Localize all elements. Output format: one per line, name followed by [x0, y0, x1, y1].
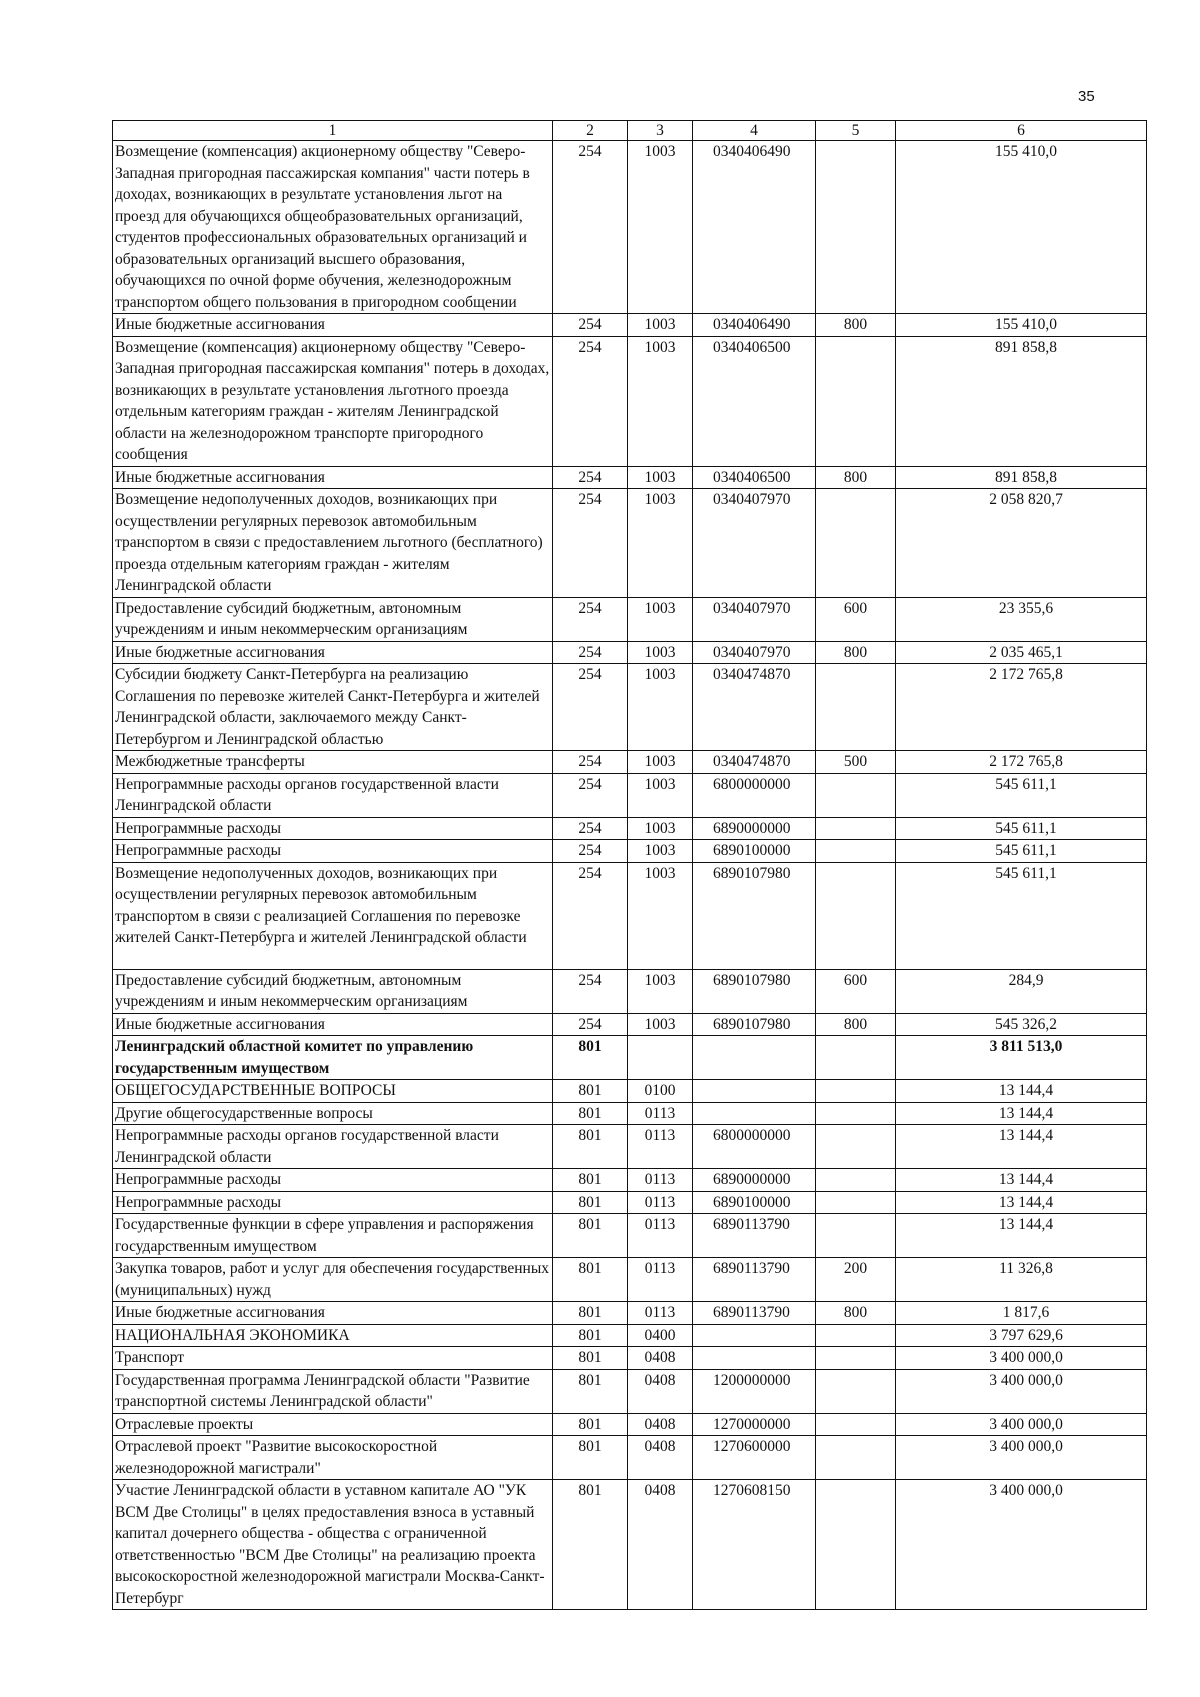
row-target-code: 0340474870	[693, 751, 816, 774]
row-expense-type: 800	[816, 314, 896, 337]
row-section-code: 0400	[628, 1324, 693, 1347]
table-row	[113, 840, 1147, 863]
row-section-code	[628, 1036, 693, 1080]
table-row	[113, 1036, 1147, 1080]
row-amount: 3 400 000,0	[896, 1413, 1147, 1436]
row-target-code	[693, 1102, 816, 1125]
row-name: Иные бюджетные ассигнования	[113, 641, 553, 664]
row-ministry-code: 254	[553, 597, 628, 641]
row-ministry-code: 254	[553, 314, 628, 337]
row-ministry-code: 801	[553, 1214, 628, 1258]
row-expense-type	[816, 1102, 896, 1125]
row-expense-type	[816, 817, 896, 840]
row-section-code: 0113	[628, 1302, 693, 1325]
row-amount: 3 797 629,6	[896, 1324, 1147, 1347]
row-section-code: 0408	[628, 1369, 693, 1413]
row-expense-type	[816, 489, 896, 598]
row-section-code: 1003	[628, 336, 693, 466]
row-name: Предоставление субсидий бюджетным, автономным учреждениям и иным некоммерческим организациям	[113, 597, 553, 641]
row-amount: 2 035 465,1	[896, 641, 1147, 664]
row-expense-type	[816, 141, 896, 314]
row-expense-type	[816, 1036, 896, 1080]
table-row	[113, 1347, 1147, 1370]
row-amount: 13 144,4	[896, 1169, 1147, 1192]
row-expense-type	[816, 336, 896, 466]
row-target-code: 6890107980	[693, 1013, 816, 1036]
table-row	[113, 1369, 1147, 1413]
header-col-5: 5	[816, 121, 896, 141]
row-expense-type: 800	[816, 1013, 896, 1036]
row-section-code: 0408	[628, 1347, 693, 1370]
row-section-code: 1003	[628, 817, 693, 840]
row-amount: 545 611,1	[896, 817, 1147, 840]
row-target-code: 6890100000	[693, 1191, 816, 1214]
row-section-code: 1003	[628, 664, 693, 751]
row-target-code: 6890107980	[693, 969, 816, 1013]
row-section-code: 1003	[628, 141, 693, 314]
row-section-code: 1003	[628, 641, 693, 664]
table-row	[113, 597, 1147, 641]
row-target-code	[693, 1036, 816, 1080]
row-target-code: 1200000000	[693, 1369, 816, 1413]
row-target-code: 0340406490	[693, 314, 816, 337]
row-target-code: 6800000000	[693, 1125, 816, 1169]
row-section-code: 0408	[628, 1413, 693, 1436]
row-ministry-code: 801	[553, 1125, 628, 1169]
row-amount: 23 355,6	[896, 597, 1147, 641]
row-expense-type: 600	[816, 969, 896, 1013]
row-target-code: 0340407970	[693, 489, 816, 598]
page-number: 35	[1078, 88, 1095, 105]
row-expense-type: 500	[816, 751, 896, 774]
row-section-code: 1003	[628, 466, 693, 489]
row-expense-type: 800	[816, 1302, 896, 1325]
table-row	[113, 466, 1147, 489]
row-ministry-code: 254	[553, 840, 628, 863]
row-amount: 13 144,4	[896, 1102, 1147, 1125]
row-section-code: 0408	[628, 1436, 693, 1480]
row-ministry-code: 801	[553, 1302, 628, 1325]
row-name: Иные бюджетные ассигнования	[113, 1302, 553, 1325]
table-row	[113, 1302, 1147, 1325]
row-name: Непрограммные расходы	[113, 1169, 553, 1192]
row-expense-type	[816, 1369, 896, 1413]
row-expense-type	[816, 1436, 896, 1480]
row-ministry-code: 801	[553, 1036, 628, 1080]
row-target-code: 6890100000	[693, 840, 816, 863]
row-target-code: 0340406490	[693, 141, 816, 314]
row-section-code: 1003	[628, 489, 693, 598]
row-ministry-code: 801	[553, 1080, 628, 1103]
table-row	[113, 641, 1147, 664]
row-amount: 11 326,8	[896, 1258, 1147, 1302]
row-name: Транспорт	[113, 1347, 553, 1370]
row-target-code: 6890000000	[693, 1169, 816, 1192]
row-expense-type	[816, 1125, 896, 1169]
row-section-code: 0113	[628, 1258, 693, 1302]
row-expense-type: 200	[816, 1258, 896, 1302]
row-section-code: 1003	[628, 314, 693, 337]
row-name: Отраслевые проекты	[113, 1413, 553, 1436]
row-amount: 13 144,4	[896, 1214, 1147, 1258]
row-amount: 284,9	[896, 969, 1147, 1013]
row-ministry-code: 801	[553, 1169, 628, 1192]
row-name: Возмещение (компенсация) акционерному обществу "Северо-Западная пригородная пассажирская компания" части потерь в доходах, возникающих в результате установления льгот на проезд для обучающихся общеобразовательных организаций, студентов профессиональных образовательных организаций и образовательных организаций высшего образования, обучающихся по очной форме обучения, железнодорожным транспортом общего пользования в пригородном сообщении	[113, 141, 553, 314]
table-row	[113, 1214, 1147, 1258]
table-row	[113, 1125, 1147, 1169]
row-amount: 3 811 513,0	[896, 1036, 1147, 1080]
header-col-1: 1	[113, 121, 553, 141]
row-target-code: 6890113790	[693, 1302, 816, 1325]
row-amount: 155 410,0	[896, 314, 1147, 337]
table-row	[113, 817, 1147, 840]
row-ministry-code: 254	[553, 817, 628, 840]
row-target-code	[693, 1080, 816, 1103]
table-row	[113, 1080, 1147, 1103]
row-amount: 3 400 000,0	[896, 1369, 1147, 1413]
table-row	[113, 1191, 1147, 1214]
row-amount: 545 611,1	[896, 862, 1147, 969]
row-name: Предоставление субсидий бюджетным, автономным учреждениям и иным некоммерческим организациям	[113, 969, 553, 1013]
row-expense-type: 800	[816, 641, 896, 664]
row-name: Непрограммные расходы	[113, 840, 553, 863]
row-ministry-code: 254	[553, 641, 628, 664]
row-name: Возмещение недополученных доходов, возникающих при осуществлении регулярных перевозок автомобильным транспортом в связи с реализацией Соглашения по перевозке жителей Санкт-Петербурга и жителей Ленинградской области	[113, 862, 553, 969]
row-target-code: 0340406500	[693, 336, 816, 466]
row-target-code: 6890113790	[693, 1214, 816, 1258]
table-row	[113, 489, 1147, 598]
row-target-code: 6890113790	[693, 1258, 816, 1302]
row-amount: 3 400 000,0	[896, 1480, 1147, 1610]
row-amount: 13 144,4	[896, 1125, 1147, 1169]
row-ministry-code: 254	[553, 336, 628, 466]
row-amount: 891 858,8	[896, 466, 1147, 489]
row-ministry-code: 254	[553, 141, 628, 314]
table-row	[113, 1436, 1147, 1480]
row-amount: 545 611,1	[896, 840, 1147, 863]
table-row	[113, 1258, 1147, 1302]
row-section-code: 0113	[628, 1102, 693, 1125]
row-amount: 545 326,2	[896, 1013, 1147, 1036]
row-ministry-code: 254	[553, 466, 628, 489]
table-row	[113, 314, 1147, 337]
row-amount: 3 400 000,0	[896, 1347, 1147, 1370]
table-row	[113, 1102, 1147, 1125]
row-ministry-code: 801	[553, 1102, 628, 1125]
row-expense-type: 600	[816, 597, 896, 641]
table-row	[113, 969, 1147, 1013]
row-section-code: 0113	[628, 1125, 693, 1169]
row-ministry-code: 801	[553, 1258, 628, 1302]
row-section-code: 1003	[628, 969, 693, 1013]
row-name: Непрограммные расходы органов государственной власти Ленинградской области	[113, 773, 553, 817]
row-ministry-code: 801	[553, 1480, 628, 1610]
row-name: Иные бюджетные ассигнования	[113, 314, 553, 337]
row-expense-type	[816, 862, 896, 969]
row-name: Непрограммные расходы	[113, 817, 553, 840]
row-section-code: 0408	[628, 1480, 693, 1610]
row-section-code: 1003	[628, 597, 693, 641]
row-target-code: 0340407970	[693, 597, 816, 641]
row-target-code: 1270000000	[693, 1413, 816, 1436]
table-row	[113, 1413, 1147, 1436]
table-body	[113, 141, 1147, 1610]
table-row	[113, 336, 1147, 466]
row-expense-type	[816, 1347, 896, 1370]
row-target-code: 0340406500	[693, 466, 816, 489]
row-amount: 545 611,1	[896, 773, 1147, 817]
table-row	[113, 664, 1147, 751]
row-ministry-code: 254	[553, 751, 628, 774]
row-ministry-code: 254	[553, 1013, 628, 1036]
header-col-2: 2	[553, 121, 628, 141]
row-name: Закупка товаров, работ и услуг для обеспечения государственных (муниципальных) нужд	[113, 1258, 553, 1302]
budget-table	[112, 120, 1147, 1610]
row-amount: 2 172 765,8	[896, 751, 1147, 774]
row-name: Возмещение (компенсация) акционерному обществу "Северо-Западная пригородная пассажирская компания" потерь в доходах, возникающих в результате установления льготного проезда отдельным категориям граждан - жителям Ленинградской области на железнодорожном транспорте пригородного сообщения	[113, 336, 553, 466]
row-name: Возмещение недополученных доходов, возникающих при осуществлении регулярных перевозок автомобильным транспортом в связи с предоставлением льготного (бесплатного) проезда отдельным категориям граждан - жителям Ленинградской области	[113, 489, 553, 598]
row-section-code: 0100	[628, 1080, 693, 1103]
row-target-code: 6890107980	[693, 862, 816, 969]
table-row	[113, 141, 1147, 314]
row-name: Межбюджетные трансферты	[113, 751, 553, 774]
row-expense-type: 800	[816, 466, 896, 489]
row-amount: 2 058 820,7	[896, 489, 1147, 598]
table-row	[113, 862, 1147, 969]
row-section-code: 1003	[628, 862, 693, 969]
row-target-code: 6800000000	[693, 773, 816, 817]
row-section-code: 0113	[628, 1214, 693, 1258]
row-section-code: 1003	[628, 1013, 693, 1036]
row-target-code: 1270608150	[693, 1480, 816, 1610]
row-amount: 1 817,6	[896, 1302, 1147, 1325]
row-name: Непрограммные расходы органов государственной власти Ленинградской области	[113, 1125, 553, 1169]
row-ministry-code: 801	[553, 1436, 628, 1480]
table-row	[113, 1480, 1147, 1610]
row-ministry-code: 801	[553, 1191, 628, 1214]
row-expense-type	[816, 1191, 896, 1214]
row-section-code: 1003	[628, 840, 693, 863]
row-amount: 891 858,8	[896, 336, 1147, 466]
row-section-code: 0113	[628, 1191, 693, 1214]
row-expense-type	[816, 840, 896, 863]
row-expense-type	[816, 1214, 896, 1258]
row-name: Участие Ленинградской области в уставном капитале АО "УК ВСМ Две Столицы" в целях предоставления взноса в уставный капитал дочернего общества - общества с ограниченной ответственностью "ВСМ Две Столицы" на реализацию проекта высокоскоростной железнодорожной магистрали Москва-Санкт-Петербург	[113, 1480, 553, 1610]
row-name: НАЦИОНАЛЬНАЯ ЭКОНОМИКА	[113, 1324, 553, 1347]
row-expense-type	[816, 1480, 896, 1610]
row-ministry-code: 254	[553, 862, 628, 969]
row-ministry-code: 801	[553, 1324, 628, 1347]
row-section-code: 0113	[628, 1169, 693, 1192]
row-amount: 2 172 765,8	[896, 664, 1147, 751]
row-name: ОБЩЕГОСУДАРСТВЕННЫЕ ВОПРОСЫ	[113, 1080, 553, 1103]
row-ministry-code: 801	[553, 1369, 628, 1413]
row-name: Другие общегосударственные вопросы	[113, 1102, 553, 1125]
header-col-6: 6	[896, 121, 1147, 141]
row-amount: 13 144,4	[896, 1080, 1147, 1103]
row-amount: 3 400 000,0	[896, 1436, 1147, 1480]
row-ministry-code: 801	[553, 1413, 628, 1436]
row-expense-type	[816, 1080, 896, 1103]
row-target-code	[693, 1324, 816, 1347]
row-target-code	[693, 1347, 816, 1370]
row-target-code: 6890000000	[693, 817, 816, 840]
row-name: Государственные функции в сфере управления и распоряжения государственным имуществом	[113, 1214, 553, 1258]
row-expense-type	[816, 1413, 896, 1436]
row-ministry-code: 254	[553, 969, 628, 1013]
row-name: Отраслевой проект "Развитие высокоскоростной железнодорожной магистрали"	[113, 1436, 553, 1480]
row-name: Государственная программа Ленинградской области "Развитие транспортной системы Ленинградской области"	[113, 1369, 553, 1413]
row-name: Непрограммные расходы	[113, 1191, 553, 1214]
row-amount: 155 410,0	[896, 141, 1147, 314]
row-ministry-code: 254	[553, 664, 628, 751]
row-target-code: 0340474870	[693, 664, 816, 751]
table-row	[113, 1013, 1147, 1036]
table-row	[113, 751, 1147, 774]
row-target-code: 1270600000	[693, 1436, 816, 1480]
row-ministry-code: 254	[553, 489, 628, 598]
table-row	[113, 1324, 1147, 1347]
row-name: Ленинградский областной комитет по управлению государственным имуществом	[113, 1036, 553, 1080]
row-name: Иные бюджетные ассигнования	[113, 1013, 553, 1036]
row-section-code: 1003	[628, 773, 693, 817]
table-row	[113, 773, 1147, 817]
row-expense-type	[816, 1324, 896, 1347]
row-ministry-code: 254	[553, 773, 628, 817]
row-expense-type	[816, 773, 896, 817]
row-target-code: 0340407970	[693, 641, 816, 664]
row-name: Субсидии бюджету Санкт-Петербурга на реализацию Соглашения по перевозке жителей Санкт-Петербурга и жителей Ленинградской области, заключаемого между Санкт-Петербургом и Ленинградской областью	[113, 664, 553, 751]
row-section-code: 1003	[628, 751, 693, 774]
row-amount: 13 144,4	[896, 1191, 1147, 1214]
row-expense-type	[816, 1169, 896, 1192]
header-col-3: 3	[628, 121, 693, 141]
header-col-4: 4	[693, 121, 816, 141]
table-row	[113, 1169, 1147, 1192]
row-ministry-code: 801	[553, 1347, 628, 1370]
row-expense-type	[816, 664, 896, 751]
table-header-row	[113, 121, 1147, 141]
row-name: Иные бюджетные ассигнования	[113, 466, 553, 489]
